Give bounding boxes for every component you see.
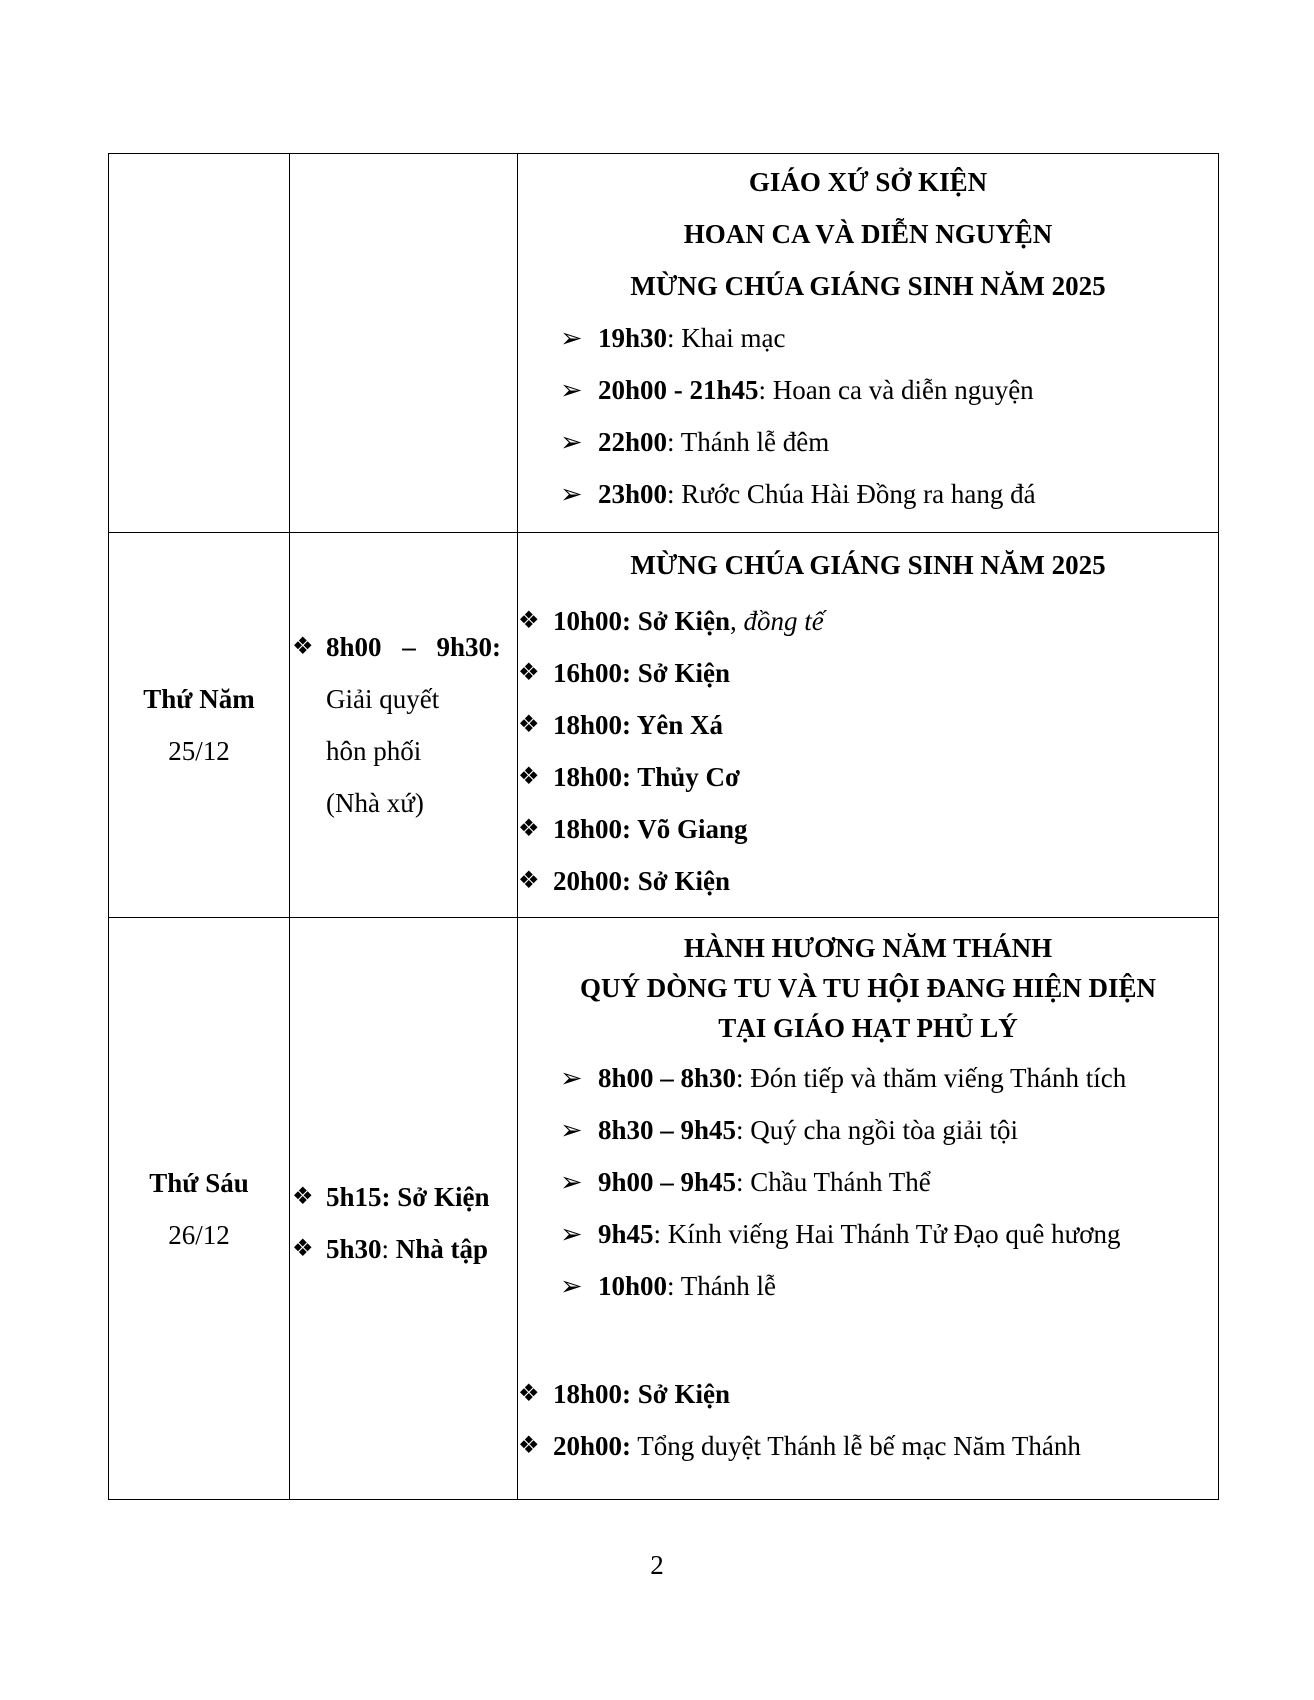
list-item: ➢ 8h00 – 8h30: Đón tiếp và thăm viếng Thánh tích [518,1052,1218,1104]
list-item: ❖ 8h00 – 9h30: [290,621,517,673]
diamond-bullet-icon: ❖ [518,1381,540,1407]
arrow-bullet-icon: ➢ [560,1271,583,1301]
arrow-bullet-icon: ➢ [560,1063,583,1093]
diamond-bullet-icon: ❖ [518,712,540,738]
diamond-bullet-icon: ❖ [292,1235,314,1262]
list-item: ➢ 19h30: Khai mạc [518,312,1218,364]
day-date: 25/12 [168,736,230,766]
diamond-bullet-icon: ❖ [518,868,540,894]
program-cell [518,154,1219,533]
list-item: ❖ 5h15: Sở Kiện [290,1171,517,1223]
list-item: ➢ 20h00 - 21h45: Hoan ca và diễn nguyện [518,364,1218,416]
page-number: 2 [650,1550,664,1580]
list-item: ❖ 10h00: Sở Kiện, đồng tế [518,595,1218,647]
arrow-list [518,1052,1218,1312]
list-item: ➢ 9h45: Kính viếng Hai Thánh Tử Đạo quê hương [518,1208,1218,1260]
schedule-row [109,918,1219,1500]
list-item: ➢ 8h30 – 9h45: Quý cha ngồi tòa giải tội [518,1104,1218,1156]
day-name: Thứ Năm [143,684,255,714]
diamond-bullet-icon: ❖ [518,660,540,686]
list-item: ❖ 18h00: Sở Kiện [518,1368,1218,1420]
list-item: (Nhà xứ) [326,788,424,818]
list-item: Giải quyết [326,684,440,714]
arrow-bullet-icon: ➢ [560,427,583,457]
day-cell [109,918,290,1500]
arrow-bullet-icon: ➢ [560,375,583,405]
diamond-bullet-icon: ❖ [518,816,540,842]
morning-cell [290,533,518,918]
diamond-bullet-icon: ❖ [518,764,540,790]
arrow-bullet-icon: ➢ [560,1115,583,1145]
day-cell [109,533,290,918]
list-item: ➢ 22h00: Thánh lễ đêm [518,416,1218,468]
list-item: ❖ 18h00: Võ Giang [518,803,1218,855]
list-item: ➢ 10h00: Thánh lễ [518,1260,1218,1312]
diamond-bullet-icon: ❖ [518,1433,540,1459]
program-title: GIÁO XỨ SỞ KIỆN [748,167,988,197]
arrow-bullet-icon: ➢ [560,1219,583,1249]
day-name: Thứ Sáu [149,1167,249,1198]
list-item: hôn phối [326,736,422,766]
program-title: MỪNG CHÚA GIÁNG SINH NĂM 2025 [630,271,1106,301]
diamond-list [518,1368,1218,1472]
schedule-row [109,533,1219,918]
program-title: QUÝ DÒNG TU VÀ TU HỘI ĐANG HIỆN DIỆN [579,973,1157,1003]
day-date: 26/12 [168,1219,230,1250]
program-title: MỪNG CHÚA GIÁNG SINH NĂM 2025 [630,550,1106,580]
morning-list [290,621,517,829]
schedule-row [109,154,1219,533]
diamond-list [518,595,1218,907]
schedule-table [108,153,1219,1500]
diamond-bullet-icon: ❖ [292,634,314,660]
morning-list [290,1143,517,1275]
diamond-bullet-icon: ❖ [292,1183,314,1210]
list-item: ➢ 23h00: Rước Chúa Hài Đồng ra hang đá [518,468,1218,520]
program-cell [518,533,1219,918]
day-cell [109,154,290,533]
list-item: ❖ 20h00: Sở Kiện [518,855,1218,907]
list-item: ❖ 5h30: Nhà tập [290,1223,517,1275]
list-item: ❖ 16h00: Sở Kiện [518,647,1218,699]
program-title: HÀNH HƯƠNG NĂM THÁNH [683,933,1053,963]
diamond-bullet-icon: ❖ [518,608,540,634]
arrow-bullet-icon: ➢ [560,323,583,353]
arrow-bullet-icon: ➢ [560,479,583,509]
list-item: ➢ 9h00 – 9h45: Chầu Thánh Thể [518,1156,1218,1208]
arrow-bullet-icon: ➢ [560,1167,583,1197]
list-item: ❖ 20h00: Tổng duyệt Thánh lễ bế mạc Năm Thánh [518,1420,1218,1472]
list-item: ❖ 18h00: Yên Xá [518,699,1218,751]
arrow-list [518,312,1218,520]
program-title: HOAN CA VÀ DIỄN NGUYỆN [683,219,1053,249]
program-title: TẠI GIÁO HẠT PHỦ LÝ [718,1013,1018,1043]
program-cell [518,918,1219,1500]
morning-cell [290,918,518,1500]
list-item: ❖ 18h00: Thủy Cơ [518,751,1218,803]
morning-cell [290,154,518,533]
